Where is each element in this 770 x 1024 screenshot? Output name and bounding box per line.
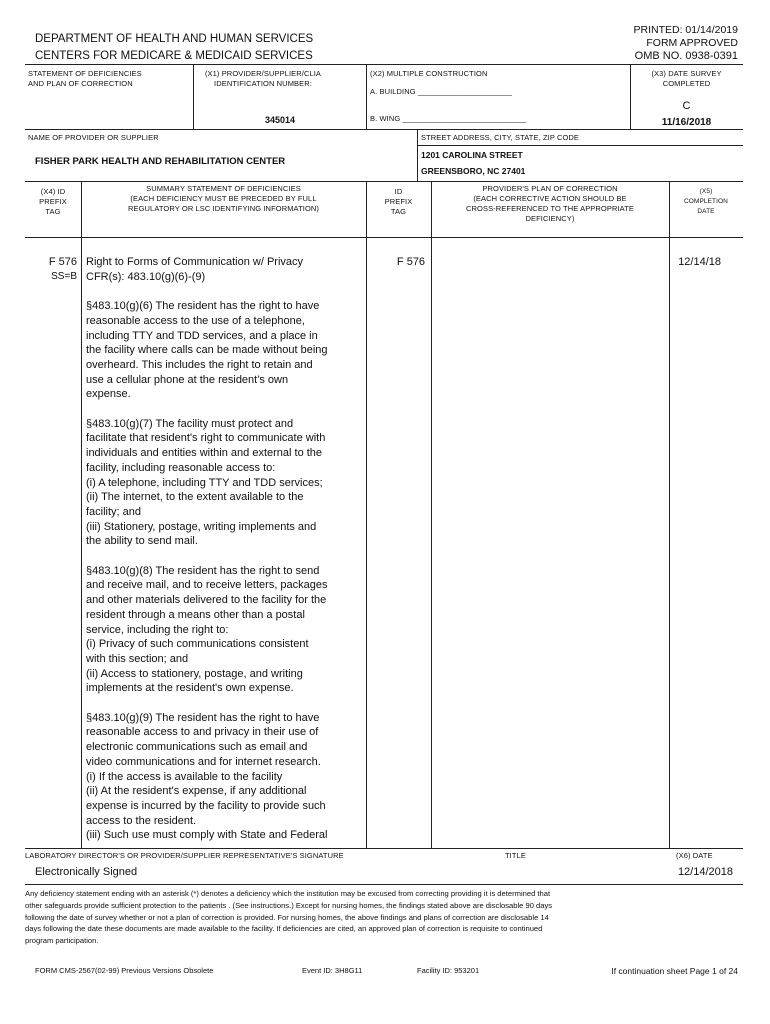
plan-tag: F 576 bbox=[396, 256, 426, 268]
survey-code: C bbox=[682, 100, 691, 112]
provider-name-label: NAME OF PROVIDER OR SUPPLIER bbox=[28, 133, 159, 142]
regulation-paragraph: §483.10(g)(9) The resident has the right to have reasonable access to and privacy in their use of electronic communications such as email and video communications and for internet research. (i) If the access is available to the facility (ii) At the resident's expense, if any additional expense is incurred by the facility to provide such access to the resident. (iii) Such use must comply with State and Federal bbox=[86, 711, 328, 842]
rule-top bbox=[25, 64, 743, 65]
statement-label: STATEMENT OF DEFICIENCIES AND PLAN OF CORRECTION bbox=[28, 69, 142, 88]
provider-name: FISHER PARK HEALTH AND REHABILITATION CENTER bbox=[35, 156, 286, 167]
summary-header: SUMMARY STATEMENT OF DEFICIENCIES (EACH DEFICIENCY MUST BE PRECEDED BY FULL REGULATORY OR LSC IDENTIFYING INFORMATION) bbox=[127, 184, 320, 213]
department-title: DEPARTMENT OF HEALTH AND HUMAN SERVICES bbox=[35, 33, 314, 45]
event-id: Event ID: 3H8G11 bbox=[302, 966, 363, 975]
page-indicator: If continuation sheet Page 1 of 24 bbox=[611, 966, 738, 976]
divider-x2 bbox=[366, 64, 367, 129]
plan-header: PROVIDER'S PLAN OF CORRECTION (EACH CORRECTIVE ACTION SHOULD BE CROSS-REFERENCED TO THE APPROPRIATE DEFICIENCY) bbox=[466, 184, 634, 223]
form-approved: FORM APPROVED bbox=[646, 37, 738, 49]
wing-line: B. WING _____________________________ bbox=[370, 114, 527, 123]
divider-col-plan bbox=[431, 181, 432, 848]
deficiency-text bbox=[86, 255, 366, 843]
provider-id: 345014 bbox=[264, 115, 296, 125]
rule-signature-bottom bbox=[25, 884, 743, 885]
building-line: A. BUILDING ______________________ bbox=[370, 87, 512, 96]
x3-label: (X3) DATE SURVEY COMPLETED bbox=[651, 69, 722, 88]
divider-col-id bbox=[366, 181, 367, 848]
rule-address bbox=[417, 145, 743, 146]
signature-label: LABORATORY DIRECTOR'S OR PROVIDER/SUPPLIER REPRESENTATIVE'S SIGNATURE bbox=[25, 851, 344, 860]
deficiency-tag: F 576 bbox=[48, 256, 77, 268]
regulation-paragraph: §483.10(g)(7) The facility must protect and facilitate that resident's right to communicate with individuals and entities within and external to the facility, including reasonable access to: (i) A telephone, including TTY and TDD services; (ii) The internet, to the extent available to the facility; and (iii) Stationery, postage, writing implements and the ability to send mail. bbox=[86, 417, 326, 548]
rule-provider bbox=[25, 129, 743, 130]
omb-number: OMB NO. 0938-0391 bbox=[634, 50, 738, 62]
centers-title: CENTERS FOR MEDICARE & MEDICAID SERVICES bbox=[35, 50, 313, 62]
rule-column-header-bottom bbox=[25, 237, 743, 238]
x2-label: (X2) MULTIPLE CONSTRUCTION bbox=[370, 69, 488, 78]
completion-date: 12/14/18 bbox=[678, 256, 721, 268]
survey-date: 11/16/2018 bbox=[661, 117, 712, 128]
scope-severity: SS=B bbox=[51, 271, 77, 282]
facility-id: Facility ID: 953201 bbox=[417, 966, 480, 975]
city-state-zip: GREENSBORO, NC 27401 bbox=[421, 166, 526, 176]
deficiency-title: Right to Forms of Communication w/ Privacy CFR(s): 483.10(g)(6)-(9) bbox=[86, 256, 304, 283]
title-label: TITLE bbox=[505, 851, 526, 860]
disclaimer-text: Any deficiency statement ending with an asterisk (*) denotes a deficiency which the institution may be excused from correcting providing it is determined that other safeguards provide sufficient protection to the patients . (See instructions.) Except for nursing homes, the findings stated above are disclosable 90 days following the date of survey whether or not a plan of correction is provided. For nursing homes, the above findings and plans of correction are disclosable 14 days following the date these documents are made available to the facility. If deficiencies are cited, an approved plan of correction is requisite to continued program participation. bbox=[25, 889, 553, 946]
divider-col-x5 bbox=[669, 181, 670, 848]
printed-date: PRINTED: 01/14/2019 bbox=[633, 24, 738, 36]
x1-label: (X1) PROVIDER/SUPPLIER/CLIA IDENTIFICATION NUMBER: bbox=[204, 69, 322, 88]
id-prefix-header: ID PREFIX TAG bbox=[384, 187, 413, 216]
signature-date: 12/14/2018 bbox=[677, 866, 733, 878]
divider-col-summary bbox=[81, 181, 82, 848]
x4-header: (X4) ID PREFIX TAG bbox=[39, 187, 67, 216]
x5-header: (X5) COMPLETION DATE bbox=[684, 188, 728, 215]
address-label: STREET ADDRESS, CITY, STATE, ZIP CODE bbox=[421, 133, 580, 142]
rule-signature bbox=[25, 848, 743, 849]
regulation-paragraph: §483.10(g)(8) The resident has the right to send and receive mail, and to receive letters, packages and other materials delivered to the facility for the resident through a means other than a postal service, including the right to: (i) Privacy of such communications consistent with this section; and (ii) Access to stationery, postage, and writing implements at the resident's own expense. bbox=[86, 564, 328, 695]
rule-columns bbox=[25, 181, 743, 182]
signature-value: Electronically Signed bbox=[35, 866, 138, 878]
regulation-paragraph: §483.10(g)(6) The resident has the right to have reasonable access to the use of a telephone, including TTY and TDD services, and a place in the facility where calls can be made without being overheard. This includes the right to retain and use a cellular phone at the resident's own expense. bbox=[86, 300, 328, 401]
street-address: 1201 CAROLINA STREET bbox=[421, 150, 523, 160]
divider-address bbox=[417, 129, 418, 181]
date-label: (X6) DATE bbox=[676, 851, 713, 860]
form-number: FORM CMS-2567(02-99) Previous Versions Obsolete bbox=[35, 966, 214, 975]
